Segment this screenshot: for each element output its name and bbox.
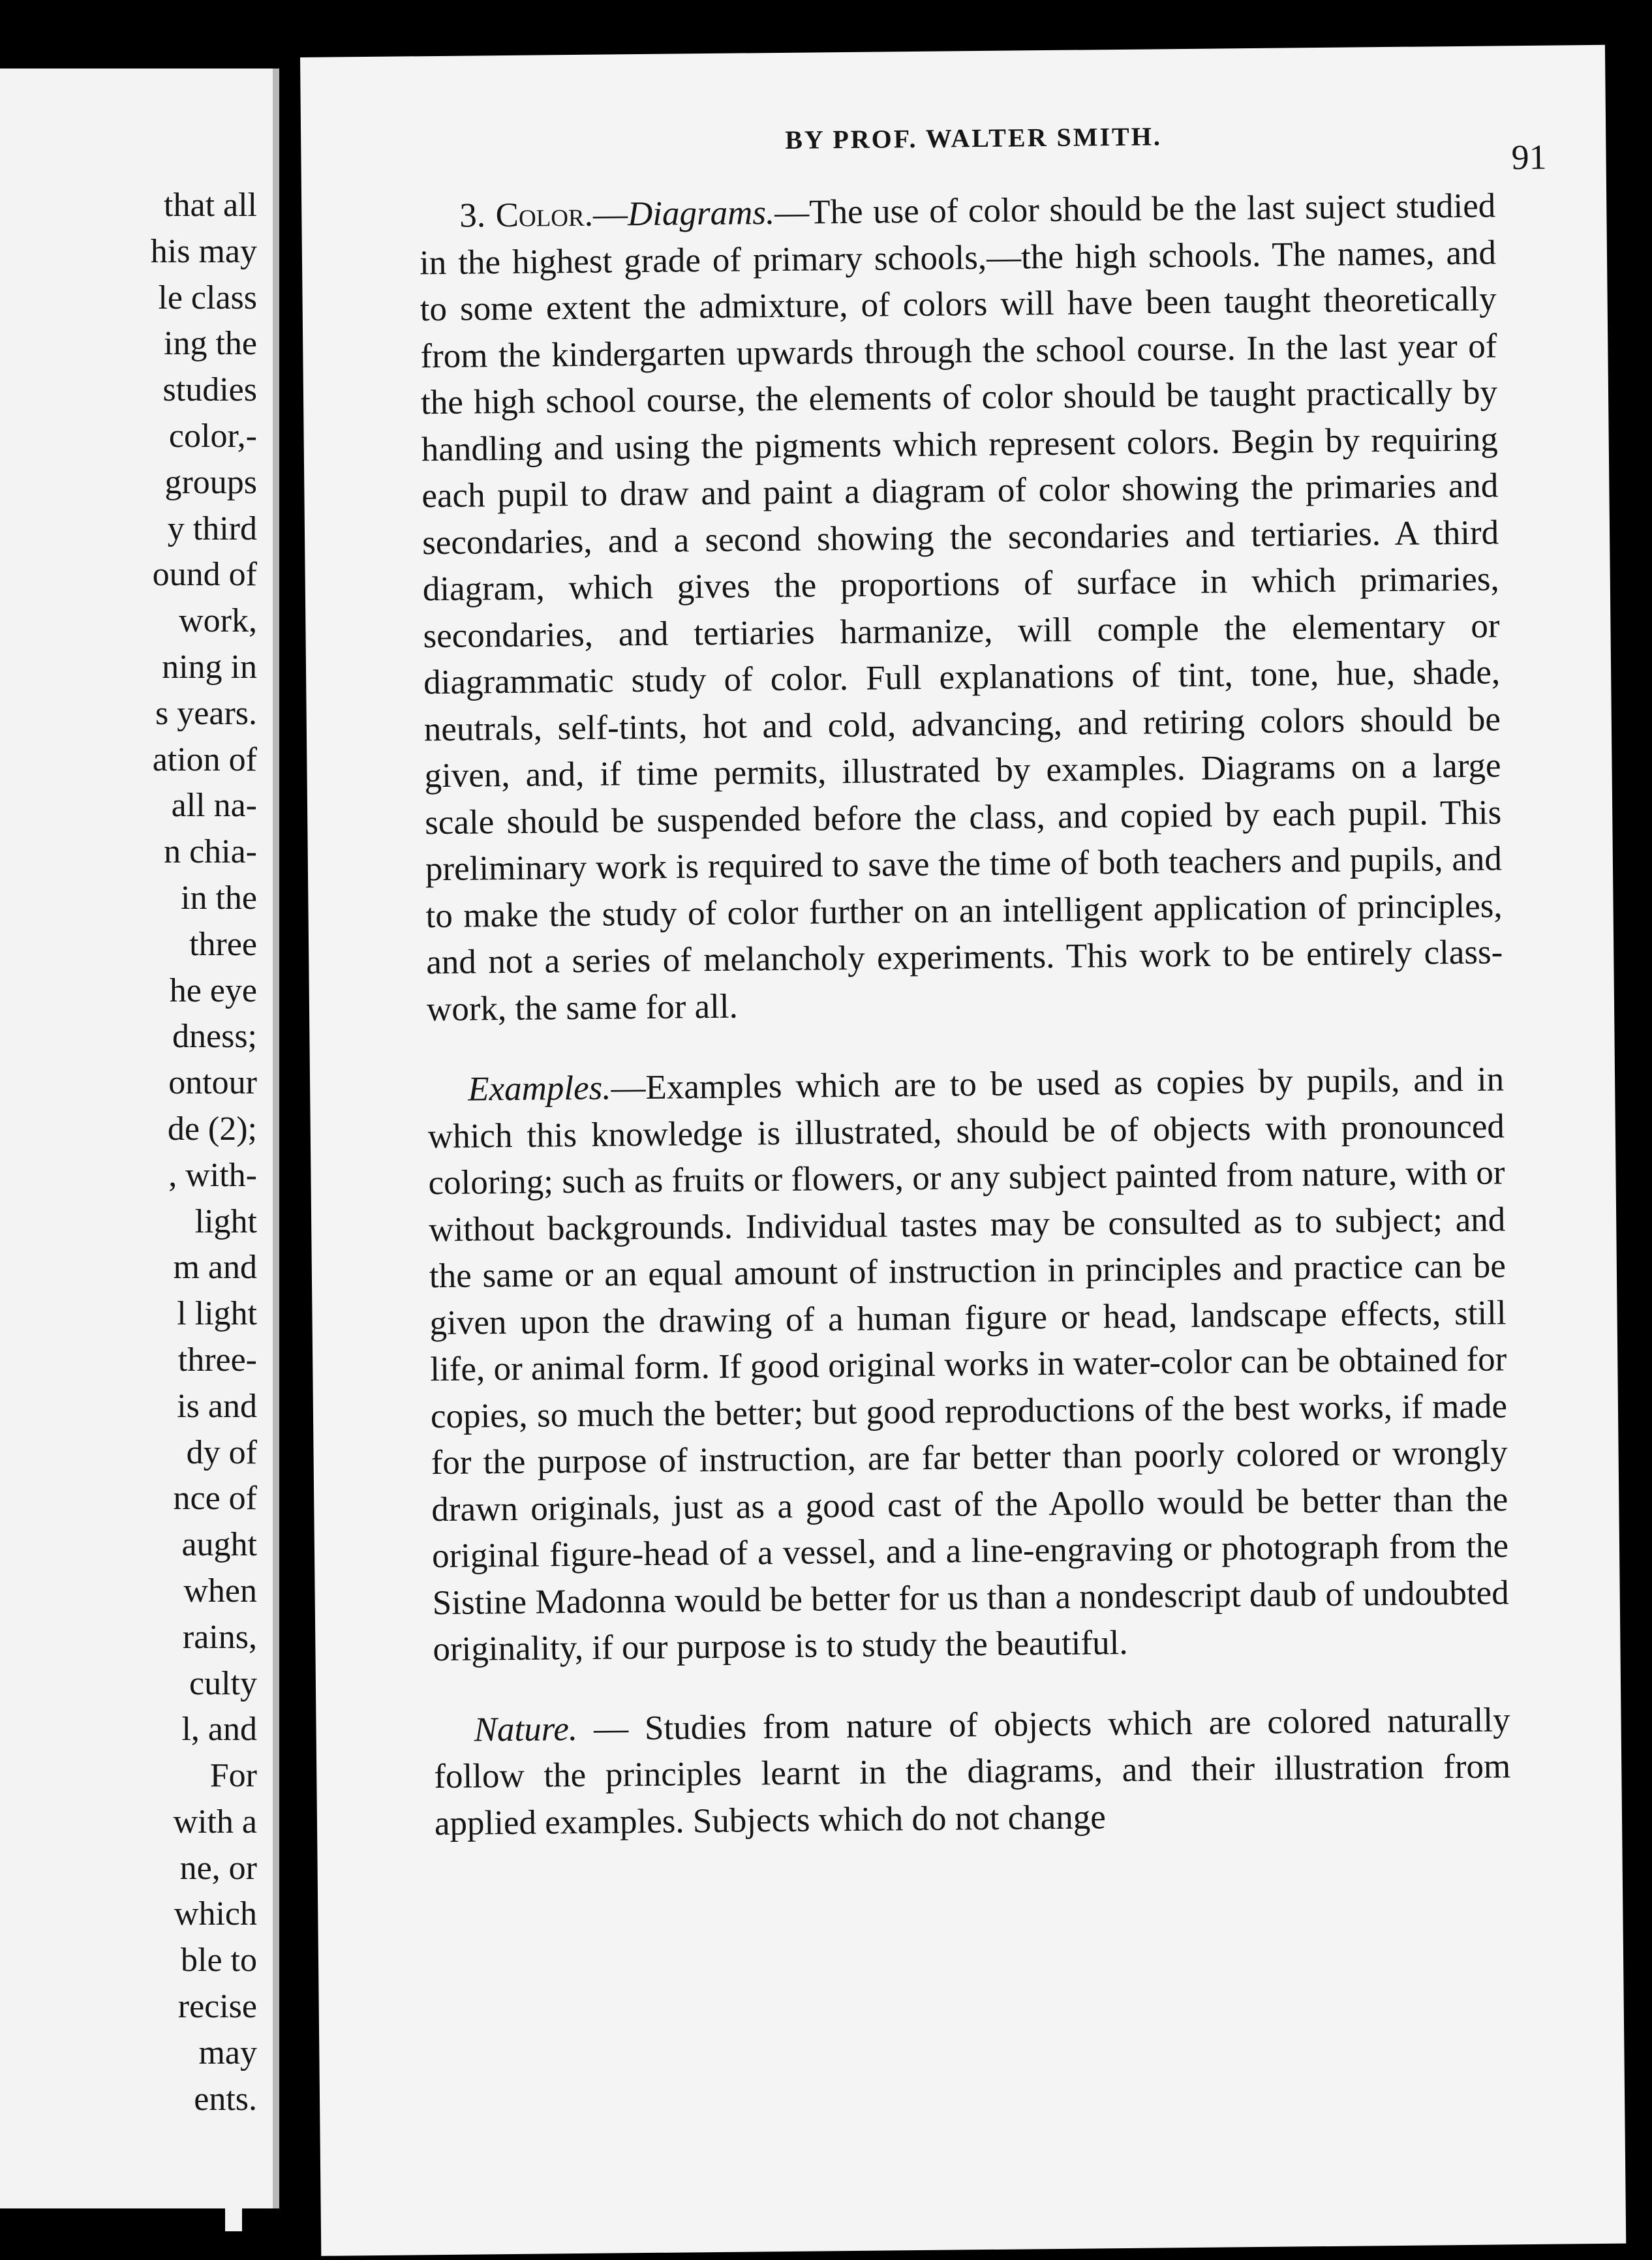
left-page-line: aught [181, 1526, 257, 1564]
running-head: BY PROF. WALTER SMITH. [785, 121, 1163, 155]
paragraph-heading: Nature. [474, 1709, 578, 1749]
left-page-line: For [209, 1757, 257, 1795]
left-page-line: may [198, 2034, 257, 2071]
left-page-line: y third [167, 510, 257, 547]
body-text [419, 183, 1511, 1847]
left-page-line: when [183, 1572, 257, 1610]
right-page [300, 45, 1626, 2256]
left-page-line: le class [158, 279, 257, 316]
left-page-line: ound of [152, 556, 257, 594]
left-page-line: ne, or [179, 1849, 257, 1887]
paragraph-color-diagrams [419, 183, 1503, 1033]
left-page-line: , with- [168, 1156, 257, 1194]
paragraph-text: —The use of color should be the last suject studied in the highest grade of primary schools,—the high schools. The names, and to some extent the admixture, of colors will have been taught theoretically from the kindergarten upwards through the school course. In the last year of the high school course, the elements of color should be taught practically by handling and using the pigments which represent colors. Begin by requiring each pupil to draw and paint a diagram of color showing the primaries and secondaries, and a second showing the secondaries and tertiaries. A third diagram, which gives the proportions of surface in which primaries, secondaries, and tertiaries harmanize, will comple the elementary or diagrammatic study of color. Full explanations of tint, tone, hue, shade, neutrals, self-tints, hot and cold, advancing, and retiring colors should be given, and, if time permits, illustrated by examples. Diagrams on a large scale should be suspended before the class, and copied by each pupil. This preliminary work is required to save the time of both teachers and pupils, and to make the study of color further on an intelligent application of principles, and not a series of melancholy experiments. This work to be entirely class-work, the same for all. [419, 187, 1503, 1028]
left-page-line: rains, [182, 1618, 257, 1656]
left-page-line: which [174, 1895, 257, 1933]
left-page-line: in the [181, 879, 257, 917]
left-page-line: nce of [173, 1480, 257, 1518]
left-page-line: studies [162, 371, 257, 409]
paragraph-text: — Studies from nature of objects which are colored naturally follow the principles learnt in the diagrams, and their illustration from applied examples. Subjects which do not change [434, 1700, 1511, 1842]
left-page-line: all na- [171, 787, 257, 825]
left-page-line: ning in [162, 648, 257, 686]
left-page-line: de (2); [167, 1110, 257, 1148]
left-page-line: recise [177, 1988, 257, 2026]
page-gutter-shadow [273, 69, 279, 2208]
page-number: 91 [1511, 137, 1547, 177]
paragraph-nature [433, 1697, 1511, 1847]
left-page-line: dy of [186, 1433, 257, 1471]
left-page-line: n chia- [164, 833, 257, 871]
left-page-line: l, and [181, 1711, 257, 1748]
page-corner [225, 2153, 242, 2231]
left-page-line: groups [164, 463, 257, 501]
paragraph-heading: Examples. [467, 1069, 611, 1108]
left-page-line: three [189, 925, 257, 963]
left-page-line: ble to [181, 1942, 257, 1979]
left-page [0, 69, 274, 2208]
left-page-line: m and [173, 1249, 257, 1287]
left-page-line: ing the [164, 325, 257, 363]
left-page-line: is and [177, 1387, 257, 1425]
left-page-line: ents. [194, 2080, 257, 2118]
left-page-text-column [151, 183, 257, 2122]
left-page-line: light [194, 1202, 257, 1240]
left-page-line: ation of [152, 741, 257, 778]
left-page-line: that all [164, 187, 257, 224]
left-page-line: his may [150, 232, 257, 270]
left-page-line: dness; [172, 1018, 257, 1056]
section-number: 3. Color.— [459, 195, 628, 235]
paragraph-heading: Diagrams. [627, 194, 775, 234]
left-page-line: work, [179, 602, 257, 640]
left-page-line: with a [173, 1803, 257, 1840]
left-page-line: he eye [169, 971, 257, 1009]
left-page-line: s years. [155, 694, 257, 732]
left-page-line: l light [177, 1295, 257, 1333]
paragraph-text: —Examples which are to be used as copies by pupils, and in which this knowledge is illustrated, should be of objects with pronounced coloring; such as fruits or flowers, or any subject painted from nature, with or without backgrounds. Individual tastes may be consulted as to subject; and the same or an equal amount of instruction in principles and practice can be given upon the drawing of a human figure or head, landscape effects, still life, or animal form. If good original works in water-color can be obtained for copies, so much the better; but good reproductions of the best works, if made for the purpose of instruction, are far better than poorly colored or wrongly drawn originals, just as a good cast of the Apollo would be better than the original figure-head of a vessel, and a line-engraving or photograph from the Sistine Madonna would be better for us than a nondescript daub of undoubted originality, if our purpose is to study the beautiful. [427, 1060, 1509, 1669]
paragraph-examples [427, 1056, 1510, 1673]
left-page-line: culty [189, 1664, 257, 1702]
left-page-line: three- [177, 1341, 257, 1379]
left-page-line: ontour [168, 1064, 257, 1102]
left-page-line: color,- [168, 417, 257, 455]
